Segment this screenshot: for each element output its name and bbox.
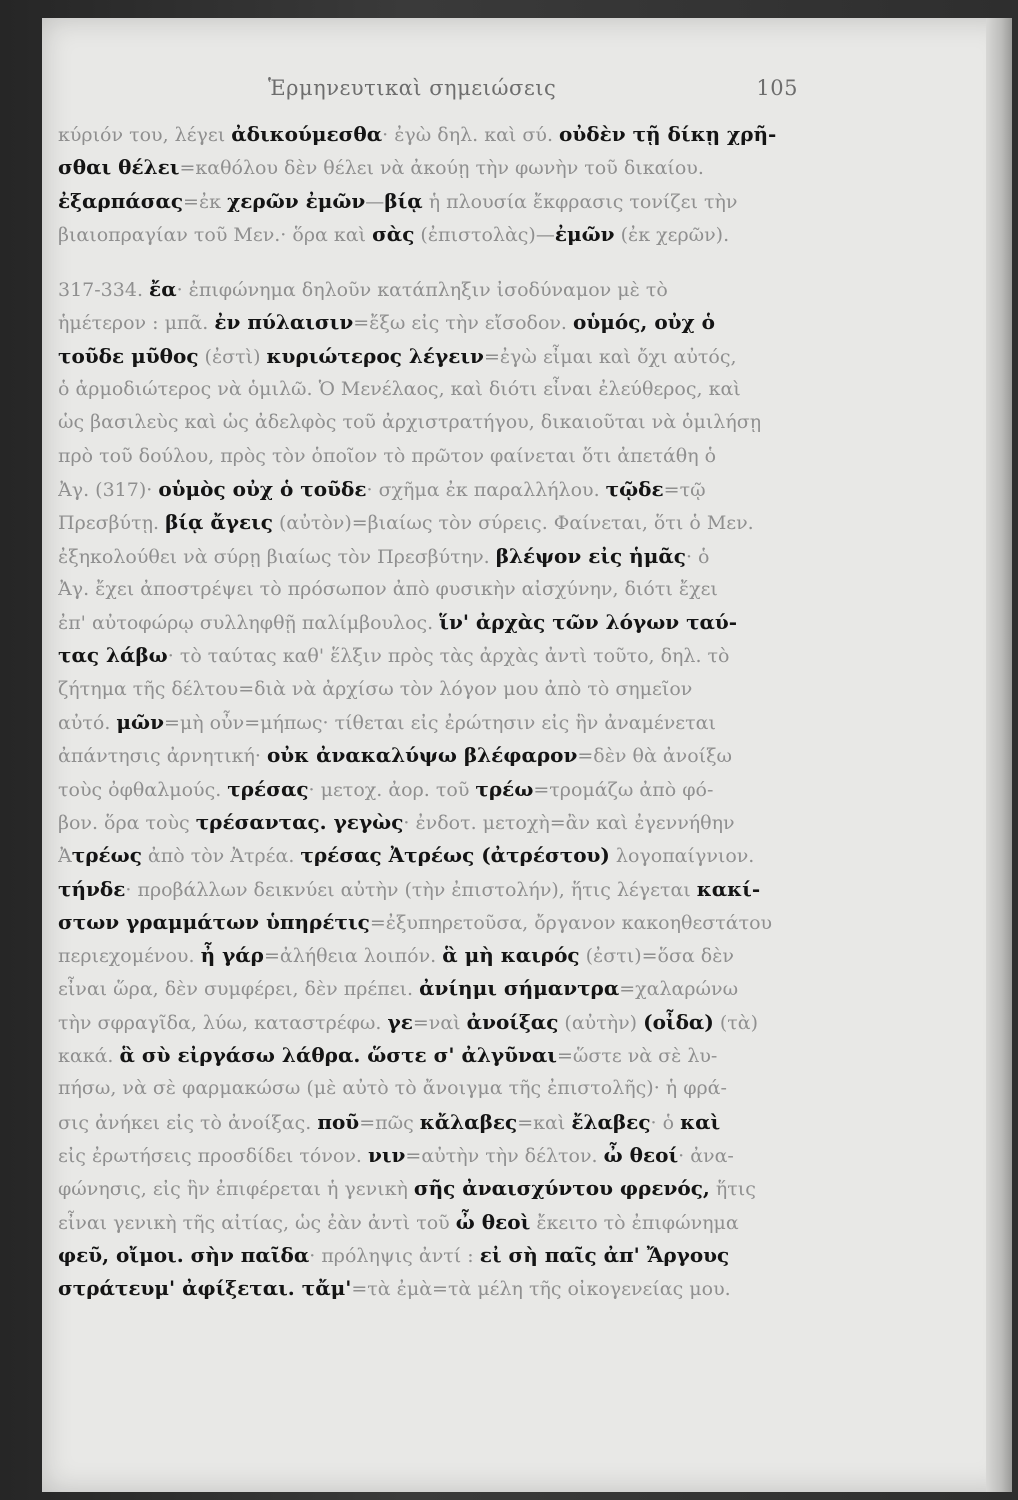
gloss-text: πρὸ τοῦ δούλου, πρὸς τὸν ὁποῖον τὸ πρῶτον φαίνεται ὅτι ἀπετάθη ὁ (58, 444, 717, 467)
text-line (58, 473, 820, 506)
lemma-bold: νιν (367, 1142, 406, 1167)
gloss-text: =πῶς (359, 1111, 420, 1134)
text-line (58, 1106, 820, 1139)
lemma-bold: τοῦδε μῦθος (58, 343, 199, 368)
gloss-text: · σχῆμα ἐκ παραλλήλου. (366, 478, 606, 501)
gloss-text: ἐξηκολούθει νὰ σύρῃ βιαίως τὸν Πρεσβύτην. (58, 545, 496, 568)
gloss-text: · ἐπιφώνημα δηλοῦν κατάπληξιν ἰσοδύναμον μὲ τὸ (176, 279, 668, 302)
gloss-text: =ἐκ (183, 190, 228, 213)
lemma-bold: στων γραμμάτων ὑπηρέτις (58, 909, 370, 934)
text-line (58, 1072, 820, 1105)
gloss-text: Ἀγ. ἔχει ἀποστρέψει τὸ πρόσωπον ἀπὸ φυσικὴν αἰσχύνην, διότι ἔχει (58, 577, 718, 600)
gloss-text: ἡ πλουσία ἔκφρασις τονίζει τὴν (422, 190, 738, 213)
text-line (58, 306, 820, 339)
gloss-text: =αὐτὴν τὴν δέλτον. (405, 1144, 604, 1167)
page-number: 105 (756, 76, 798, 100)
lemma-bold: σθαι θέλει (58, 155, 180, 180)
gloss-text: =καὶ (517, 1111, 572, 1134)
lemma-bold: φεῦ, οἴμοι. σὴν παῖδα (58, 1242, 310, 1267)
lemma-bold: οὑμός, οὐχ ὁ (573, 310, 715, 335)
text-line (58, 573, 820, 606)
lemma-bold: κἄλαβες (419, 1109, 518, 1134)
lemma-bold: οὐκ ἀνακαλύψω βλέφαρον (266, 743, 578, 768)
lemma-bold: τήνδε (58, 876, 126, 901)
gloss-text: · ὁ (685, 545, 710, 568)
gloss-text: ὡς βασιλεὺς καὶ ὡς ἀδελφὸς τοῦ ἀρχιστρατήγου, δικαιοῦται νὰ ὁμιλήσῃ (58, 411, 762, 434)
lemma-bold: τρέσαντας. γεγὼς (195, 809, 404, 834)
gloss-text: ὁ ἁρμοδιώτερος νὰ ὁμιλῶ. Ὁ Μενέλαος, καὶ διότι εἶναι ἐλεύθερος, καὶ (58, 378, 741, 401)
gloss-text: (ἐκ χερῶν). (614, 223, 730, 246)
gloss-text: ἀπάντησις ἀρνητική· (58, 745, 267, 768)
gloss-text: ζήτημα τῆς δέλτου=διὰ νὰ ἀρχίσω τὸν λόγον μου ἀπὸ τὸ σημεῖον (58, 677, 693, 700)
text-line (58, 1006, 820, 1039)
text-line (58, 606, 820, 639)
text-line (58, 540, 820, 573)
gloss-text: ἡμέτερον : μπᾶ. (58, 312, 215, 335)
lemma-bold: ἔα (149, 277, 177, 302)
lemma-bold: βίᾳ (384, 188, 423, 213)
text-line (58, 839, 820, 872)
gloss-text: · τὸ ταύτας καθ' ἕλξιν πρὸς τὰς ἀρχὰς ἀντὶ τοῦτο, δηλ. τὸ (167, 645, 730, 668)
gloss-text: · ἐγὼ δηλ. καὶ σύ. (382, 124, 560, 146)
gloss-text: · μετοχ. ἀορ. τοῦ (308, 778, 476, 801)
lemma-bold: ἀνίημι σήμαντρα (419, 976, 620, 1001)
gloss-text: τοὺς ὀφθαλμούς. (58, 778, 228, 801)
gloss-text: (αὐτὸν)=βιαίως τὸν σύρεις. Φαίνεται, ὅτι ὁ Μεν. (272, 512, 754, 535)
text-line (58, 1039, 820, 1072)
gloss-text: ἥτις (709, 1178, 756, 1201)
text-line (58, 185, 820, 218)
gloss-text: =ἐξυπηρετοῦσα, ὄργανον κακοηθεστάτου (369, 911, 773, 934)
gloss-text: Ἀγ. (317)· (58, 478, 159, 501)
lemma-bold: ἦ γάρ (200, 943, 264, 968)
lemma-bold: τῷδε (605, 476, 664, 501)
lemma-bold: σὰς (372, 221, 415, 246)
gloss-text: περιεχομένου. (58, 945, 201, 968)
text-line (58, 118, 820, 151)
text-line (58, 1139, 820, 1172)
gloss-text: ἀπὸ τὸν Ἀτρέα. (141, 845, 301, 868)
gloss-text: · ὁ (650, 1111, 681, 1134)
lemma-bold: οὐδὲν τῇ δίκῃ χρῆ- (559, 122, 777, 146)
gloss-text: κύριόν του, λέγει (58, 124, 232, 146)
running-title: Ἑρμηνευτικαὶ σημειώσεις (268, 76, 557, 100)
lemma-bold: ἐξαρπάσας (58, 188, 184, 213)
page-edge (986, 18, 1012, 1492)
gloss-text: Ἀ (58, 845, 72, 868)
gloss-text: ἐπ' αὐτοφώρῳ συλληφθῇ παλίμβουλος. (58, 612, 440, 635)
gloss-text: εἶναι γενικὴ τῆς αἰτίας, ὡς ἐὰν ἀντὶ τοῦ (58, 1211, 456, 1234)
lemma-bold: ἀνοίξας (466, 1009, 559, 1034)
text-line (58, 373, 820, 406)
text-line (58, 406, 820, 439)
gloss-text: πήσω, νὰ σὲ φαρμακώσω (μὲ αὐτὸ τὸ ἄνοιγμα τῆς ἐπιστολῆς)· ἡ φρά- (58, 1077, 727, 1100)
page-header (268, 72, 798, 106)
gloss-text: ἔκειτο τὸ ἐπιφώνημα (530, 1211, 739, 1234)
gloss-text: (ἐστὶ) (198, 345, 267, 368)
text-line (58, 906, 820, 939)
lemma-bold: γε (387, 1009, 413, 1034)
gloss-text: 317-334. (58, 279, 150, 302)
text-line (58, 739, 820, 772)
lemma-bold: ἀδικούμεσθα (231, 122, 383, 146)
gloss-text: · πρόληψις ἀντί : (309, 1244, 480, 1267)
gloss-text: — (365, 190, 385, 213)
text-line (58, 1272, 820, 1305)
gloss-text: (τὰ) (713, 1011, 759, 1034)
text-line (58, 440, 820, 473)
gloss-text: =μὴ οὖν=μήπως· τίθεται εἰς ἐρώτησιν εἰς ἣν ἀναμένεται (163, 712, 716, 735)
gloss-text: (ἐστι)=ὅσα δὲν (579, 945, 734, 968)
lemma-bold: σῆς ἀναισχύντου φρενός, (413, 1176, 710, 1201)
lemma-bold: τρέσας (227, 776, 309, 801)
lemma-bold: ὦ θεοί (603, 1142, 679, 1167)
gloss-text: σις ἀνήκει εἰς τὸ ἀνοίξας. (58, 1111, 318, 1134)
gloss-text: =ὥστε νὰ σὲ λυ- (556, 1045, 718, 1068)
commentary-text (58, 118, 820, 1305)
lemma-bold: μῶν (116, 710, 164, 735)
gloss-text: =ἐγὼ εἶμαι καὶ ὄχι αὐτός, (483, 345, 737, 368)
gloss-text: · ἀνα- (678, 1144, 734, 1167)
gloss-text: λογοπαίγνιον. (609, 845, 755, 868)
text-line (58, 506, 820, 539)
text-line (58, 273, 820, 306)
lemma-bold: ἐν πύλαισιν (214, 310, 354, 335)
gloss-text: Πρεσβύτῃ. (58, 512, 166, 535)
gloss-text: φώνησις, εἰς ἣν ἐπιφέρεται ἡ γενικὴ (58, 1178, 414, 1201)
text-line (58, 773, 820, 806)
gloss-text: · προβάλλων δεικνύει αὐτὴν (τὴν ἐπιστολήν), ἥτις λέγεται (125, 878, 697, 901)
text-line (58, 873, 820, 906)
lemma-bold: κυριώτερος λέγειν (266, 343, 484, 368)
lemma-bold: (οἶδα) (643, 1009, 714, 1034)
gloss-text: βον. ὅρα τοὺς (58, 811, 196, 834)
text-line (58, 1239, 820, 1272)
lemma-bold: τρέως (71, 843, 142, 868)
text-line (58, 806, 820, 839)
lemma-bold: ὦ θεοὶ (455, 1209, 531, 1234)
lemma-bold: ἵν' ἀρχὰς τῶν λόγων ταύ- (439, 610, 738, 635)
text-line (58, 972, 820, 1005)
lemma-bold: βίᾳ ἄγεις (165, 510, 273, 535)
lemma-bold: τας λάβω (58, 643, 168, 668)
text-line (58, 639, 820, 672)
lemma-bold: ποῦ (317, 1109, 360, 1134)
lemma-bold: χερῶν ἐμῶν (227, 188, 366, 213)
gloss-text: (ἐπιστολὰς)— (414, 223, 555, 246)
gloss-text: =τὰ ἐμὰ=τὰ μέλη τῆς οἰκογενείας μου. (351, 1278, 731, 1301)
lemma-bold: τρέω (475, 776, 534, 801)
lemma-bold: ἐμῶν (554, 221, 615, 246)
lemma-bold: οὑμὸς οὐχ ὁ τοῦδε (158, 476, 367, 501)
lemma-bold: στράτευμ' ἀφίξεται. τἄμ' (58, 1276, 352, 1301)
gloss-text: =δὲν θὰ ἀνοίξω (577, 745, 733, 768)
paragraph-gap (58, 251, 820, 273)
gloss-text: =χαλαρώνω (619, 978, 739, 1001)
lemma-bold: βλέψον εἰς ἡμᾶς (495, 543, 686, 568)
lemma-bold: ἔλαβες (571, 1109, 651, 1134)
gloss-text: (αὐτὴν) (558, 1011, 644, 1034)
lemma-bold: καὶ (680, 1109, 721, 1134)
text-line (58, 1206, 820, 1239)
gloss-text: βιαιοπραγίαν τοῦ Μεν.· ὅρα καὶ (58, 223, 373, 246)
text-line (58, 706, 820, 739)
gloss-text: τὴν σφραγῖδα, λύω, καταστρέφω. (58, 1011, 388, 1034)
lemma-bold: εἰ σὴ παῖς ἀπ' Ἄργους (479, 1242, 730, 1267)
text-line (58, 340, 820, 373)
text-line (58, 673, 820, 706)
lemma-bold: ἃ σὺ εἰργάσω λάθρα. ὥστε σ' ἀλγῦναι (119, 1043, 557, 1068)
lemma-bold: τρέσας Ἀτρέως (ἀτρέστου) (300, 843, 610, 868)
gloss-text: εἰς ἐρωτήσεις προσδίδει τόνον. (58, 1144, 368, 1167)
gloss-text: =τῷ (663, 478, 706, 501)
gloss-text: =ναὶ (412, 1011, 467, 1034)
text-line (58, 1172, 820, 1205)
gloss-text: =τρομάζω ἀπὸ φό- (533, 778, 714, 801)
text-line (58, 939, 820, 972)
gloss-text: αὐτό. (58, 712, 117, 735)
gloss-text: =ἔξω εἰς τὴν εἴσοδον. (353, 312, 574, 335)
gloss-text: εἶναι ὥρα, δὲν συμφέρει, δὲν πρέπει. (58, 978, 420, 1001)
gloss-text: · ἐνδοτ. μετοχὴ=ἂν καὶ ἐγεννήθην (403, 811, 735, 834)
lemma-bold: ἃ μὴ καιρός (442, 943, 580, 968)
gloss-text: κακά. (58, 1045, 120, 1068)
gloss-text: =ἀλήθεια λοιπόν. (263, 945, 443, 968)
gloss-text: =καθόλου δὲν θέλει νὰ ἀκούῃ τὴν φωνὴν τοῦ δικαίου. (179, 157, 704, 180)
lemma-bold: κακί- (696, 876, 761, 901)
text-line (58, 151, 820, 184)
text-line (58, 218, 820, 251)
